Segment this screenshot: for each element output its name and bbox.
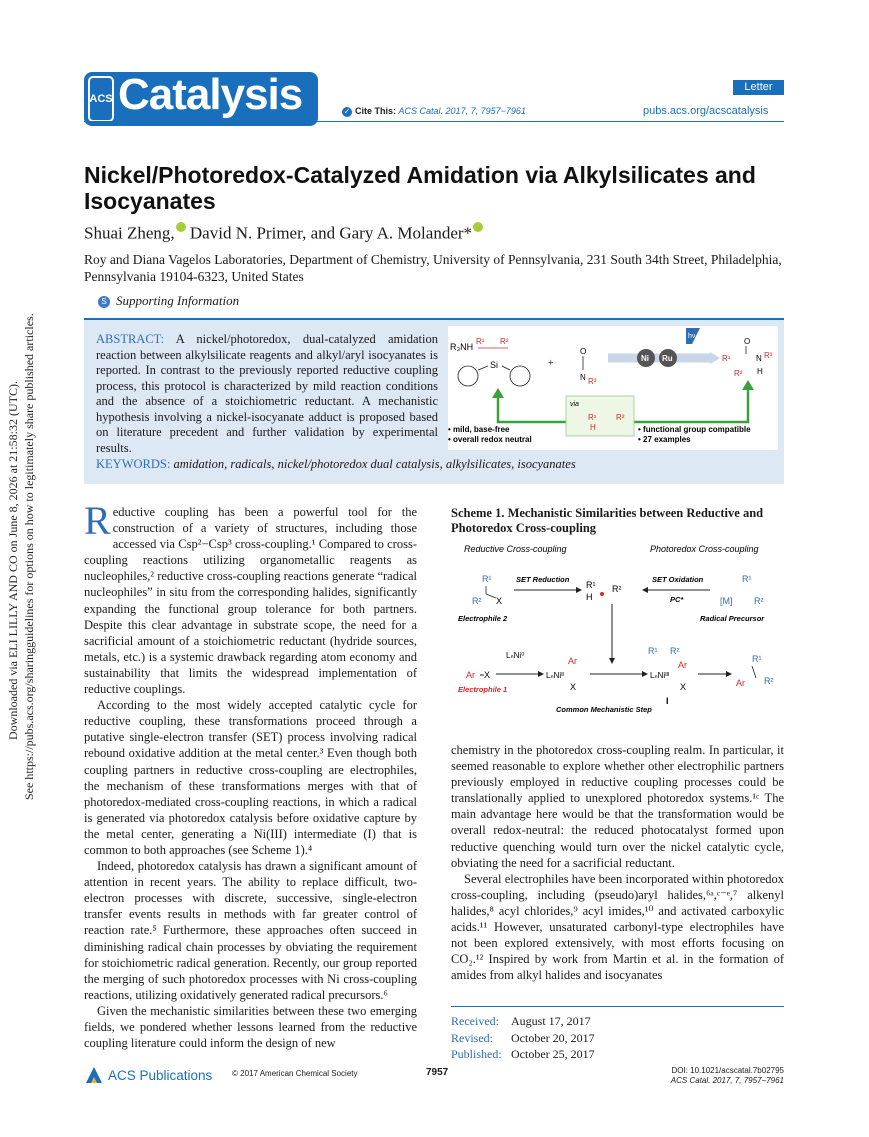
drop-cap: R [84, 498, 111, 543]
svg-text:R¹: R¹ [752, 654, 762, 664]
svg-text:Ar: Ar [736, 678, 745, 688]
svg-text:R¹: R¹ [648, 646, 658, 656]
svg-text:X: X [570, 682, 577, 692]
toc-bullet: • overall redox neutral [448, 435, 532, 444]
svg-text:Ar: Ar [466, 670, 475, 680]
svg-text:LₙNiᴵᴵᴵ: LₙNiᴵᴵᴵ [650, 671, 670, 680]
svg-text:[M]: [M] [720, 596, 733, 606]
svg-text:R³: R³ [588, 377, 597, 386]
toc-plus: + [548, 358, 554, 369]
orcid-icon[interactable] [176, 222, 186, 232]
svg-text:R²: R² [670, 646, 680, 656]
date-row: Received: August 17, 2017 [451, 1014, 591, 1028]
citation-link[interactable]: ACS Catal. 2017, 7, 7957−7961 [398, 106, 526, 116]
scheme-title: Scheme 1. Mechanistic Similarities between Reductive and Photoredox Cross-coupling [451, 506, 764, 535]
paragraph: Indeed, photoredox catalysis has drawn a significant amount of attention in recent years. The ability to replace difficult, two-electron processes with discrete, successive, single-electron transfer events results in methods with far greater control of reaction rate.⁵ Furthermore, these approaches often succeed in diminishing radical chain processes by obviating the requirement for stoichiometric radical generation. Recently, our group reported the merging of such photoredox processes with Ni cross-coupling reactions, utilizing oxidatively generated radical precursors.⁶ [84, 859, 417, 1002]
svg-text:R²: R² [612, 584, 622, 594]
paragraph: According to the most widely accepted catalytic cycle for reductive coupling, these transformations proceed through a putative single-electron transfer (SET) process involving radical rebound oxidative addition at the metal center.³ Even though both coupling partners in reductive cross-coupling are electrophiles, the mechanism of these transformations merges with that of photoredox-mediated cross-coupling reactions, in which a radical is generated via photoredox catalysis before oxidative capture by the metal center, generating a Ni(III) intermediate (I) that is common to both approaches (see Scheme 1).⁴ [84, 698, 417, 857]
keywords: KEYWORDS: amidation, radicals, nickel/photoredox dual catalysis, alkylsilicates, isocyanates [96, 457, 576, 471]
toc-hv: hν [688, 333, 696, 340]
download-watermark [6, 313, 46, 830]
keywords-list: amidation, radicals, nickel/photoredox dual catalysis, alkylsilicates, isocyanates [173, 457, 576, 471]
journal-url[interactable]: pubs.acs.org/acscatalysis [643, 105, 769, 117]
toc-bullet: • 27 examples [638, 435, 691, 444]
electrophile-1-label: Electrophile 1 [458, 685, 508, 694]
scheme-left-head: Reductive Cross-coupling [464, 544, 567, 554]
svg-text:R¹: R¹ [722, 354, 731, 363]
article-type-badge: Letter [733, 80, 784, 95]
svg-text:N: N [580, 373, 586, 382]
svg-text:O: O [744, 337, 751, 346]
article-title: Nickel/Photoredox-Catalyzed Amidation via Alkylsilicates and Isocyanates [84, 162, 756, 214]
publication-dates [451, 1006, 784, 1063]
supporting-info-icon: S [98, 296, 110, 308]
footer-citation: ACS Catal. 2017, 7, 7957−7961 [670, 1076, 784, 1085]
toc-graphic [448, 326, 778, 450]
toc-ru: Ru [662, 354, 673, 363]
affiliation: Roy and Diana Vagelos Laboratories, Department of Chemistry, University of Pennsylvania, 231 South 34th Street, Philadelphia, Pennsylvania 19104-6323, United States [84, 252, 782, 284]
supporting-information-link[interactable]: S Supporting Information [98, 293, 239, 309]
left-column [84, 498, 417, 1051]
svg-text:R²: R² [616, 413, 625, 422]
copyright: © 2017 American Chemical Society [232, 1069, 358, 1078]
toc-bullet: • functional group compatible [638, 425, 751, 434]
acs-logo-mark: ACS [88, 76, 114, 122]
pc-label: PC* [670, 595, 684, 604]
check-icon: ✓ [343, 106, 351, 116]
svg-text:X: X [484, 670, 491, 680]
footer-doi [596, 1066, 784, 1086]
svg-text:H: H [590, 423, 596, 432]
svg-text:LₙNiᴵᴵ: LₙNiᴵᴵ [546, 671, 564, 680]
set-oxidation-label: SET Oxidation [652, 575, 704, 584]
paragraph: Several electrophiles have been incorporated within photoredox cross-coupling, including (pseudo)aryl halides,⁶ᵃ,ᶜ⁻ᵉ,⁷ alkenyl halides,⁸ acyl chlorides,⁹ acyl imides,¹⁰ and activated carboxylic acids.¹¹ However, unsaturated carbonyl-type electrophiles have not been explored extensively, with most efforts focusing on CO₂.¹² Inspired by work from Martin et al. in the formation of amides from alkyl halides and isocyanates [451, 871, 784, 983]
publisher-name: ACS Publications [108, 1068, 213, 1083]
svg-text:Ar: Ar [678, 660, 687, 670]
svg-text:R¹: R¹ [588, 413, 597, 422]
toc-ni: Ni [641, 354, 649, 363]
svg-text:N: N [756, 354, 762, 363]
abstract [96, 332, 438, 456]
paragraph: chemistry in the photoredox cross-coupling realm. In particular, it seemed reasonable to explore whether other electrophilic partners previously employed in reductive coupling processes could be translationally applied to unexplored photoredox systems.¹ᶜ The main advantage here would be that the transformation would be overall redox-neutral: the reduced photocatalyst formed upon reductive quenching would turn over the nickel catalytic cycle, obviating the need for a sacrificial reductant. [451, 743, 784, 870]
svg-text:R²: R² [754, 596, 764, 606]
electrophile-2-label: Electrophile 2 [458, 614, 508, 623]
paragraph: eductive coupling has been a powerful tool for the construction of a variety of structures, including those accessed via Csp²−Csp³ cross-coupling.¹ Compared to cross-coupling reactions utilizing organometallic reagents as nucleophiles,² reductive cross-coupling reactions generate “radical nucleophiles” in situ from the corresponding halides, significantly expanding the functional group tolerance for both partners. Despite this clear advantage in substrate scope, the need for a sacrificial amount of a stoichiometric reductant (hydride sources, metals, etc.) is a systemic drawback regarding atom economy and sustainability that limits the widespread implementation of reductive couplings. [84, 505, 417, 697]
author-list: Shuai Zheng, David N. Primer, and Gary A. Molander* [84, 222, 483, 244]
svg-text:R¹: R¹ [742, 574, 752, 584]
svg-text:H: H [757, 367, 763, 376]
cite-this[interactable]: ✓ Cite This: ACS Catal. 2017, 7, 7957−7961 [343, 106, 526, 116]
scheme-right-head: Photoredox Cross-coupling [650, 544, 759, 554]
date-row: Published: October 25, 2017 [451, 1047, 595, 1061]
abstract-label: ABSTRACT: [96, 332, 165, 346]
set-reduction-label: SET Reduction [516, 575, 570, 584]
svg-text:Si: Si [490, 360, 499, 370]
svg-text:LₙNi⁰: LₙNi⁰ [506, 651, 525, 660]
svg-text:R¹: R¹ [482, 574, 492, 584]
abstract-text: A nickel/photoredox, dual-catalyzed amidation reaction between alkylsilicate reagents and alkyl/aryl isocyanates is reported. In contrast to the previously reported reductive coupling process, this protocol is characterized by mild reaction conditions and the absence of a stoichiometric reductant. A mechanistic hypothesis involving a nickel-isocyanate adduct is proposed based on literature precedent and further validation by experimental results. [96, 332, 438, 455]
right-column [451, 742, 784, 983]
svg-text:R²: R² [472, 596, 482, 606]
svg-text:R¹: R¹ [476, 337, 485, 346]
svg-text:R³: R³ [764, 351, 773, 360]
page-number: 7957 [426, 1067, 449, 1078]
common-step-label: Common Mechanistic Step [556, 705, 652, 714]
toc-via: via [570, 401, 579, 408]
svg-text:O: O [580, 347, 587, 356]
orcid-icon[interactable] [473, 222, 483, 232]
svg-text:X: X [680, 682, 687, 692]
svg-text:X: X [496, 596, 503, 606]
paragraph: Given the mechanistic similarities between these two emerging fields, we pondered whether lessons learned from the reductive coupling literature could inform the design of new [84, 1003, 417, 1051]
watermark-line-1: Downloaded via ELI LILLY AND CO on June 8, 2026 at 21:58:32 (UTC). [6, 381, 20, 740]
date-row: Revised: October 20, 2017 [451, 1030, 595, 1045]
radical-precursor-label: Radical Precursor [700, 614, 765, 623]
svg-text:R²: R² [734, 369, 743, 378]
svg-text:R²: R² [500, 337, 509, 346]
toc-reagent: R₃NH [450, 342, 474, 352]
watermark-line-2: See https://pubs.acs.org/sharingguidelines for options on how to legitimately share published articles. [22, 313, 36, 800]
journal-logo-text: Catalysis [118, 70, 303, 119]
svg-text:R²: R² [764, 676, 774, 686]
toc-bullet: • mild, base-free [448, 425, 510, 434]
svg-text:H: H [586, 592, 593, 602]
scheme-1-figure [452, 538, 783, 738]
svg-text:R¹: R¹ [586, 580, 596, 590]
intermediate-label: I [666, 696, 669, 706]
acs-publications-logo[interactable] [82, 1063, 217, 1087]
header-rule [84, 121, 784, 122]
svg-text:Ar: Ar [568, 656, 577, 666]
doi-link[interactable]: DOI: 10.1021/acscatal.7b02795 [671, 1066, 784, 1075]
